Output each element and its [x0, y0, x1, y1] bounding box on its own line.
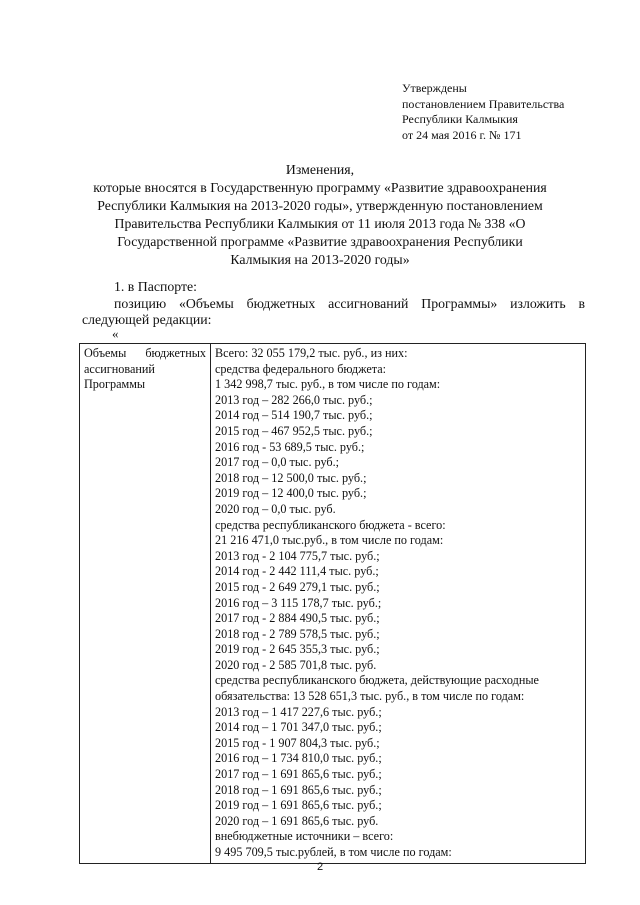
- label-word: бюджетных: [145, 346, 206, 360]
- instruction-text: позицию «Объемы бюджетных ассигнований Программы» изложить в следующей редакции:: [82, 296, 585, 327]
- label-line: [84, 346, 206, 362]
- title-line: Калмыкия на 2013-2020 годы»: [230, 252, 410, 267]
- funding-line: 2016 год – 1 734 810,0 тыс. руб.;: [215, 751, 382, 766]
- funding-line: 2016 год - 53 689,5 тыс. руб.;: [215, 439, 365, 454]
- funding-line: 2015 год - 1 907 804,3 тыс. руб.;: [215, 735, 380, 750]
- funding-line: средства республиканского бюджета, действующие расходные: [215, 673, 539, 688]
- approval-date-line: от 24 мая 2016 г. № 171: [402, 127, 522, 142]
- funding-line: 2015 год - 2 649 279,1 тыс. руб.;: [215, 579, 380, 594]
- instruction-paragraph: [82, 296, 585, 328]
- label-line: Программы: [84, 377, 146, 392]
- passport-table: [79, 343, 586, 864]
- funding-line: 21 216 471,0 тыс.руб., в том числе по годам:: [215, 533, 444, 548]
- funding-line: 2018 год - 2 789 578,5 тыс. руб.;: [215, 626, 380, 641]
- page-number: 2: [316, 861, 324, 873]
- funding-line: 2014 год – 1 701 347,0 тыс. руб.;: [215, 720, 382, 735]
- title-line: Изменения,: [285, 162, 355, 177]
- funding-line: 2017 год - 2 884 490,5 тыс. руб.;: [215, 611, 380, 626]
- funding-line: 2013 год – 282 266,0 тыс. руб.;: [215, 392, 373, 407]
- funding-line: 2013 год - 2 104 775,7 тыс. руб.;: [215, 548, 380, 563]
- funding-line: 2020 год – 0,0 тыс. руб.: [215, 501, 336, 516]
- title-line: которые вносятся в Государственную программу «Развитие здравоохранения: [93, 180, 547, 195]
- document-title: [70, 161, 570, 269]
- funding-line: 2014 год - 2 442 111,4 тыс. руб.;: [215, 564, 379, 579]
- approval-stamp: [402, 81, 622, 143]
- approval-line: постановлением Правительства: [402, 96, 565, 111]
- funding-line: обязательства: 13 528 651,3 тыс. руб., в том числе по годам:: [215, 689, 525, 704]
- funding-line: средства республиканского бюджета - всего:: [215, 517, 446, 532]
- title-line: Республики Калмыкия на 2013-2020 годы», утвержденную постановлением: [97, 198, 543, 213]
- funding-line: 2017 год – 1 691 865,6 тыс. руб.;: [215, 767, 382, 782]
- funding-line: 2020 год – 1 691 865,6 тыс. руб.: [215, 813, 379, 828]
- funding-line: 2018 год – 12 500,0 тыс. руб.;: [215, 470, 367, 485]
- value-cell: [211, 344, 586, 864]
- approval-line: Утверждены: [402, 81, 467, 95]
- open-quote: «: [112, 326, 119, 341]
- funding-line: 2015 год – 467 952,5 тыс. руб.;: [215, 423, 373, 438]
- title-line: Правительства Республики Калмыкия от 11 июля 2013 года № 338 «О: [114, 216, 526, 231]
- funding-line: 2019 год - 2 645 355,3 тыс. руб.;: [215, 642, 380, 657]
- table-row: [80, 344, 586, 864]
- funding-line: Всего: 32 055 179,2 тыс. руб., из них:: [215, 346, 408, 360]
- funding-line: внебюджетные источники – всего:: [215, 829, 394, 844]
- approval-line: Республики Калмыкия: [402, 112, 518, 126]
- label-line: ассигнований: [84, 361, 155, 376]
- funding-line: 9 495 709,5 тыс.рублей, в том числе по годам:: [215, 845, 452, 859]
- funding-line: 2016 год – 3 115 178,7 тыс. руб.;: [215, 595, 382, 610]
- title-line: Государственной программе «Развитие здравоохранения Республики: [117, 234, 523, 249]
- label-word: Объемы: [84, 346, 127, 360]
- funding-line: 1 342 998,7 тыс. руб., в том числе по годам:: [215, 377, 441, 392]
- funding-line: 2019 год – 1 691 865,6 тыс. руб.;: [215, 798, 382, 813]
- funding-line: 2018 год – 1 691 865,6 тыс. руб.;: [215, 782, 382, 797]
- funding-line: 2013 год – 1 417 227,6 тыс. руб.;: [215, 704, 382, 719]
- funding-line: 2017 год – 0,0 тыс. руб.;: [215, 455, 340, 470]
- funding-line: 2020 год - 2 585 701,8 тыс. руб.: [215, 657, 377, 672]
- funding-line: 2014 год – 514 190,7 тыс. руб.;: [215, 408, 373, 423]
- label-cell: [80, 344, 211, 864]
- point-1-heading: 1. в Паспорте:: [114, 279, 197, 294]
- funding-line: средства федерального бюджета:: [215, 361, 387, 376]
- funding-line: 2019 год – 12 400,0 тыс. руб.;: [215, 486, 367, 501]
